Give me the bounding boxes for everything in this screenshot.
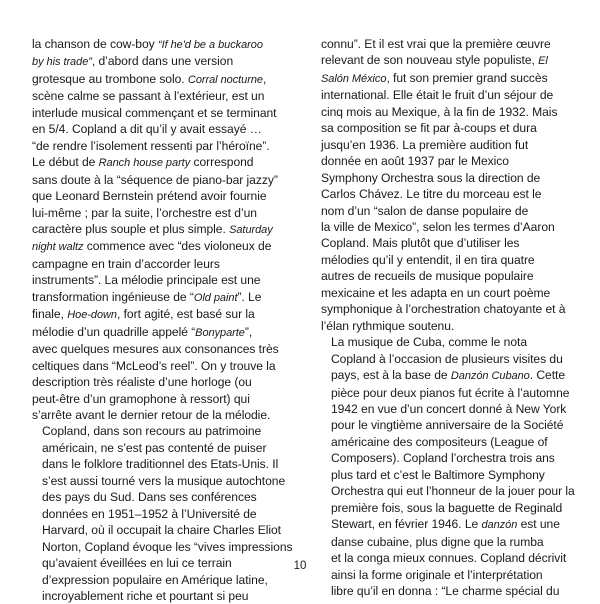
text-line: libre qu’il en donna : “Le charme spécial du	[331, 583, 560, 598]
text-line: Copland. Mais plutôt que d’utiliser les	[321, 236, 520, 251]
text-line: ainsi la forme originale et l’interprétation	[331, 567, 543, 582]
text-line: la chanson de cow-boy “If he'd be a buckaroo	[32, 37, 263, 51]
left-column	[32, 36, 296, 604]
text-line: lui-même ; par la suite, l’orchestre est d’un	[32, 205, 257, 220]
text-line: sans doute à la “séquence de piano-bar jazzy”	[32, 172, 278, 187]
paragraph	[32, 423, 296, 604]
italic-title: Saturday	[229, 223, 273, 236]
text-line: transformation ingénieuse de “Old paint”. Le	[32, 289, 262, 304]
text-line: que Leonard Bernstein prétend avoir fournie	[32, 189, 267, 204]
text-line: autres de recueils de musique populaire	[321, 269, 534, 284]
italic-title: Old paint	[193, 291, 238, 304]
text-line: d’expression populaire en Amérique latine,	[42, 572, 268, 587]
text-line: s’est aussi tourné vers la musique autochtone	[42, 473, 286, 488]
text-line: symphonique à l’orchestration chatoyante et à	[321, 302, 566, 317]
italic-title: night waltz	[32, 241, 84, 254]
text-line: dans le folklore traditionnel des Etats-Unis. Il	[42, 457, 279, 472]
text-line: instruments”. La mélodie principale est une	[32, 273, 261, 288]
text-line: Norton, Copland évoque les “vives impressions	[42, 539, 293, 554]
text-line: pièce pour deux pianos fut écrite à l’automne	[331, 385, 570, 400]
text-line: mélodie d’un quadrille appelé “Bonyparte”,	[32, 324, 253, 339]
text-line: mélodies qu’il y entendit, il en tira quatre	[321, 252, 535, 267]
text-line: 1942 en vue d’un concert donné à New York	[331, 401, 567, 416]
text-line: pour le vingtième anniversaire de la Société	[331, 418, 564, 433]
text-line: Orchestra qui eut l’honneur de la jouer pour la	[331, 484, 575, 499]
text-line: cinq mois au Mexique, à la fin de 1932. Mais	[321, 104, 558, 119]
text-line: s’arrête avant le dernier retour de la mélodie.	[32, 407, 271, 422]
text-line: night waltz commence avec “des violoneux de	[32, 239, 272, 254]
text-line: connu”. Et il est vrai que la première œuvre	[321, 37, 551, 51]
text-line: Composers). Copland l’orchestra trois ans	[331, 451, 555, 466]
text-line: et la conga mieux connues. Copland décrivit	[331, 551, 567, 566]
text-line: mexicaine et les adapta en un court poème	[321, 285, 551, 300]
right-column	[321, 36, 573, 599]
italic-title: Salón México	[321, 72, 387, 85]
text-line: sa composition se fit par à-coups et dura	[321, 121, 537, 136]
italic-title: El	[538, 55, 548, 68]
text-line: la ville de Mexico”, selon les termes d’Aaron	[321, 219, 555, 234]
italic-title: Ranch house party	[98, 157, 191, 170]
text-line: caractère plus souple et plus simple. Saturday	[32, 221, 273, 236]
text-line: campagne en train d’accorder leurs	[32, 256, 220, 271]
text-line: données en 1951–1952 à l’Université de	[42, 506, 257, 521]
text-line: grotesque au trombone solo. Corral nocturne,	[32, 71, 267, 86]
text-line: Salón México, fut son premier grand succès	[321, 70, 548, 85]
italic-title: Danzón Cubano	[450, 370, 530, 383]
text-line: nom d’un “salon de danse populaire de	[321, 203, 529, 218]
text-line: international. Elle était le fruit d’un séjour de	[321, 88, 554, 103]
text-line: l’élan rythmique soutenu.	[321, 318, 455, 333]
text-line: “de rendre l’isolement ressenti par l’héroïne”.	[32, 138, 270, 153]
paragraph	[32, 36, 296, 423]
page-number: 10	[293, 560, 307, 572]
text-line: pays, est à la base de Danzón Cubano. Cette	[331, 368, 566, 383]
text-line: Le début de Ranch house party correspond	[32, 155, 254, 170]
text-line: celtiques dans “McLeod’s reel”. On y trouve la	[32, 358, 276, 373]
text-line: en 5/4. Copland a dit qu’il y avait essayé …	[32, 122, 262, 137]
text-line: Carlos Chávez. Le titre du morceau est le	[321, 187, 542, 202]
italic-title: danzón	[481, 519, 518, 532]
text-line: scène calme se passant à l’extérieur, est un	[32, 89, 265, 104]
text-line: Copland à l’occasion de plusieurs visites du	[331, 351, 563, 366]
text-line: plus tard et c’est le Baltimore Symphony	[331, 467, 545, 482]
paragraph	[321, 36, 573, 334]
text-line: relevant de son nouveau style populiste, El	[321, 53, 548, 68]
italic-title: “If he'd be a buckaroo	[157, 39, 263, 51]
italic-title: Bonyparte	[195, 326, 245, 339]
text-line: finale, Hoe-down, fort agité, est basé sur la	[32, 307, 255, 322]
text-line: première fois, sous la baguette de Reginald	[331, 500, 563, 515]
italic-title: Corral nocturne	[187, 73, 263, 86]
text-line: La musique de Cuba, comme le nota	[331, 335, 527, 350]
text-line: peut-être d’un gramophone à ressort) qui	[32, 391, 250, 406]
text-line: américain, ne s’est pas contenté de puiser	[42, 440, 267, 455]
italic-title: by his trade”	[32, 56, 92, 69]
text-line: qu’avaient éveillées en lui ce terrain	[42, 556, 232, 571]
text-line: avec quelques mesures aux consonances très	[32, 342, 279, 357]
text-line: Copland, dans son recours au patrimoine	[42, 424, 262, 439]
text-line: Harvard, où il occupait la chaire Charles Eliot	[42, 523, 281, 538]
text-line: des pays du Sud. Dans ses conférences	[42, 490, 257, 505]
text-line: danse cubaine, plus digne que la rumba	[331, 534, 544, 549]
text-line: by his trade”, d’abord dans une version	[32, 54, 234, 69]
text-line: description très réaliste d’une horloge (ou	[32, 375, 252, 390]
italic-title: Hoe-down	[67, 309, 117, 322]
text-line: américaine des compositeurs (League of	[331, 434, 548, 449]
text-line: interlude musical commençant et se terminant	[32, 105, 277, 120]
text-line: donnée en août 1937 par le Mexico	[321, 154, 509, 169]
text-line: Stewart, en février 1946. Le danzón est une	[331, 517, 560, 532]
text-line: jusqu’en 1936. La première audition fut	[321, 137, 529, 152]
text-line: Symphony Orchestra sous la direction de	[321, 170, 541, 185]
text-line: incroyablement riche et pourtant si peu	[42, 588, 249, 603]
